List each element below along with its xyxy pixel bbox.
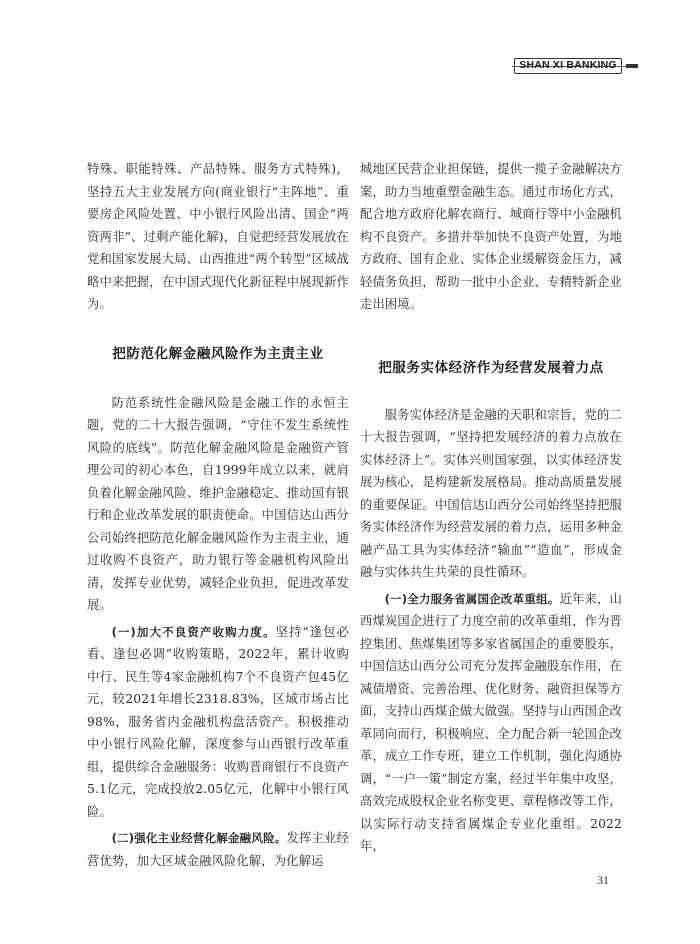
right-column bbox=[360, 158, 622, 858]
page-number: 31 bbox=[597, 873, 609, 887]
left-subhead-2: (二)强化主业经营化解金融风险。 bbox=[111, 831, 287, 845]
right-paragraph-1: 服务实体经济是金融的天职和宗旨，党的二十大报告强调，“坚持把发展经济的着力点放在实体经济上”。实体兴则国家强，以实体经济发展为核心，是构建新发展格局。推动高质量发展的重要保证。中国信达山西分公司始终坚持把服务实体经济作为经营发展的着力点，运用多种金融产品工具为实体经济“输血”“造血”，形成金融与实体共生共荣的良性循环。 bbox=[360, 407, 622, 579]
left-paragraph-2 bbox=[87, 621, 349, 824]
left-paragraph-2-body: 坚持“逢包必看、逢包必调”收购策略，2022年，累计收购中行、民生等4家金融机构7个不良资产包45亿元，较2021年增长2318.83%，区域市场占比98%，服务省内金融机构盘活资产。积极推动中小银行风险化解，深度参与山西银行改革重组，提供综合金融服务：收购晋商银行不良资产5.1亿元，完成投放2.05亿元，化解中小银行风险。 bbox=[87, 624, 349, 819]
right-intro-paragraph: 城地区民营企业担保链，提供一揽子金融解决方案，助力当地重塑金融生态。通过市场化方式，配合地方政府化解农商行、城商行等中小金融机构不良资产。多措并举加快不良资产处置，为地方政府、国有企业、实体企业缓解资金压力，减轻债务负担，帮助一批中小企业、专精特新企业走出困境。 bbox=[360, 162, 622, 311]
left-column bbox=[87, 158, 349, 872]
left-paragraph-3 bbox=[87, 827, 349, 872]
header-rule-accent bbox=[626, 64, 638, 68]
left-section-title: 把防范化解金融风险作为主责主业 bbox=[112, 345, 324, 362]
left-paragraph-3-body: 发挥主业经营优势，加大区域金融风险化解，为化解运 bbox=[87, 831, 349, 868]
right-paragraph-2-body: 近年来，山西煤炭国企进行了力度空前的改革重组，作为晋控集团、焦煤集团等多家省属国企的重要股东，中国信达山西分公司充分发挥金融股东作用，在减债增资、完善治理、优化财务、融资担保等方面，支持山西煤企做大做强。坚持与山西国企改革同向而行，积极响应、全力配合新一轮国企改革，成立工作专班，建立工作机制，强化沟通协调，“一户一策”制定方案，经过半年集中攻坚，高效完成股权企业名称变更、章程修改等工作，以实际行动支持省属煤企专业化重组。2022年， bbox=[360, 591, 622, 853]
right-subhead-1: (一)全力服务省属国企改革重组。 bbox=[384, 591, 560, 606]
left-intro-paragraph: 特殊、职能特殊、产品特殊、服务方式特殊)，坚持五大主业发展方向(商业银行“主阵地”、重要房企风险处置、中小银行风险出清、国企“两资两非”、过剩产能化解)，自觉把经营发展放在党和国家发展大局、山西推进“两个转型”区域战略中来把握，在中国式现代化新征程中展现新作为。 bbox=[87, 162, 349, 311]
right-section-title: 把服务实体经济作为经营发展着力点 bbox=[378, 359, 604, 376]
right-paragraph-2 bbox=[360, 588, 622, 858]
left-subhead-1: (一)加大不良资产收购力度。 bbox=[111, 624, 276, 639]
running-header: SHAN XI BANKING bbox=[514, 58, 622, 74]
left-paragraph-1: 防范系统性金融风险是金融工作的永恒主题，党的二十大报告强调，“守住不发生系统性风险的底线”。防范化解金融风险是金融资产管理公司的初心本色，自1999年成立以来，就肩负着化解金融风险、维护金融稳定、推动国有银行和企业改革发展的职责使命。中国信达山西分公司始终把防范化解金融风险作为主责主业，通过收购不良资产，助力银行等金融机构风险出清，发挥专业优势，减轻企业负担，促进改革发展。 bbox=[87, 395, 349, 612]
